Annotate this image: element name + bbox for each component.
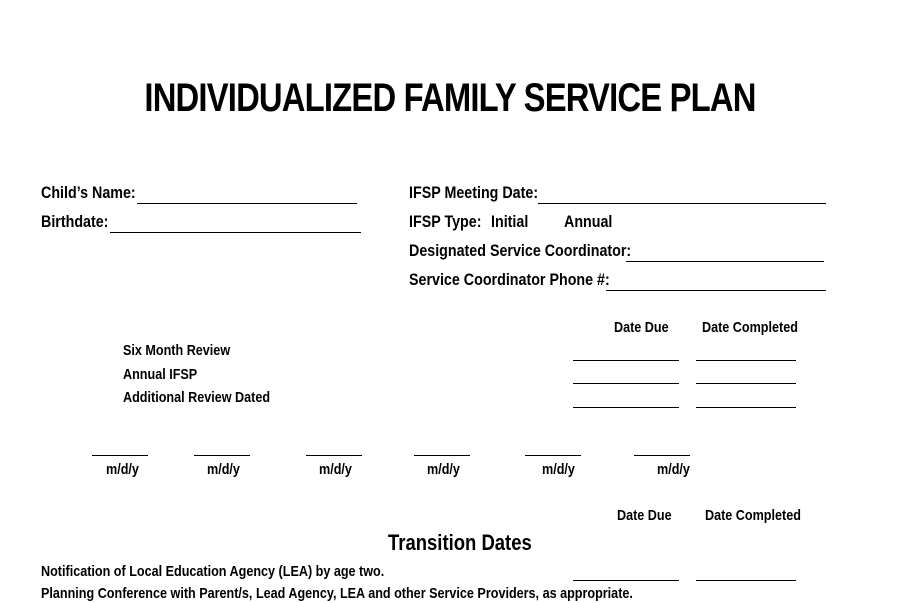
- coordinator-phone-label: Service Coordinator Phone #:: [409, 270, 610, 289]
- review-date-completed-header: Date Completed: [702, 319, 798, 336]
- form-title: INDIVIDUALIZED FAMILY SERVICE PLAN: [144, 76, 756, 120]
- coordinator-phone-field[interactable]: [606, 290, 826, 291]
- mdy-date-field[interactable]: [306, 455, 362, 456]
- review-row-label: Annual IFSP: [123, 366, 198, 383]
- transition-item-label: Planning Conference with Parent/s, Lead Agency, LEA and other Service Providers, as appropriate.: [41, 585, 633, 602]
- ifsp-meeting-date-field[interactable]: [538, 203, 826, 204]
- transition-item-label: Notification of Local Education Agency (LEA) by age two.: [41, 563, 385, 580]
- service-coordinator-field[interactable]: [626, 261, 824, 262]
- mdy-date-field[interactable]: [194, 455, 250, 456]
- childs-name-label: Child’s Name:: [41, 183, 136, 202]
- review-date-due-header: Date Due: [614, 319, 669, 336]
- mdy-date-field[interactable]: [92, 455, 148, 456]
- transition-date-completed-field[interactable]: [696, 580, 796, 581]
- mdy-date-field[interactable]: [525, 455, 581, 456]
- review-date-completed-field[interactable]: [696, 360, 796, 361]
- mdy-label: m/d/y: [657, 461, 690, 478]
- transition-date-due-header: Date Due: [617, 507, 672, 524]
- mdy-date-field[interactable]: [634, 455, 690, 456]
- mdy-label: m/d/y: [542, 461, 575, 478]
- review-date-due-field[interactable]: [573, 383, 679, 384]
- mdy-label: m/d/y: [427, 461, 460, 478]
- mdy-date-field[interactable]: [414, 455, 470, 456]
- ifsp-type-label: IFSP Type:: [409, 212, 482, 231]
- review-date-due-field[interactable]: [573, 407, 679, 408]
- birthdate-field[interactable]: [110, 232, 361, 233]
- ifsp-type-option-annual[interactable]: Annual: [564, 212, 613, 231]
- transition-dates-title: Transition Dates: [388, 530, 532, 555]
- birthdate-label: Birthdate:: [41, 212, 109, 231]
- childs-name-field[interactable]: [137, 203, 357, 204]
- mdy-label: m/d/y: [207, 461, 240, 478]
- review-row-label: Six Month Review: [123, 342, 231, 359]
- mdy-label: m/d/y: [319, 461, 352, 478]
- transition-date-due-field[interactable]: [573, 580, 679, 581]
- service-coordinator-label: Designated Service Coordinator:: [409, 241, 632, 260]
- ifsp-meeting-date-label: IFSP Meeting Date:: [409, 183, 539, 202]
- review-date-due-field[interactable]: [573, 360, 679, 361]
- review-date-completed-field[interactable]: [696, 383, 796, 384]
- review-date-completed-field[interactable]: [696, 407, 796, 408]
- transition-date-completed-header: Date Completed: [705, 507, 801, 524]
- ifsp-type-option-initial[interactable]: Initial: [491, 212, 529, 231]
- mdy-label: m/d/y: [106, 461, 139, 478]
- review-row-label: Additional Review Dated: [123, 389, 271, 406]
